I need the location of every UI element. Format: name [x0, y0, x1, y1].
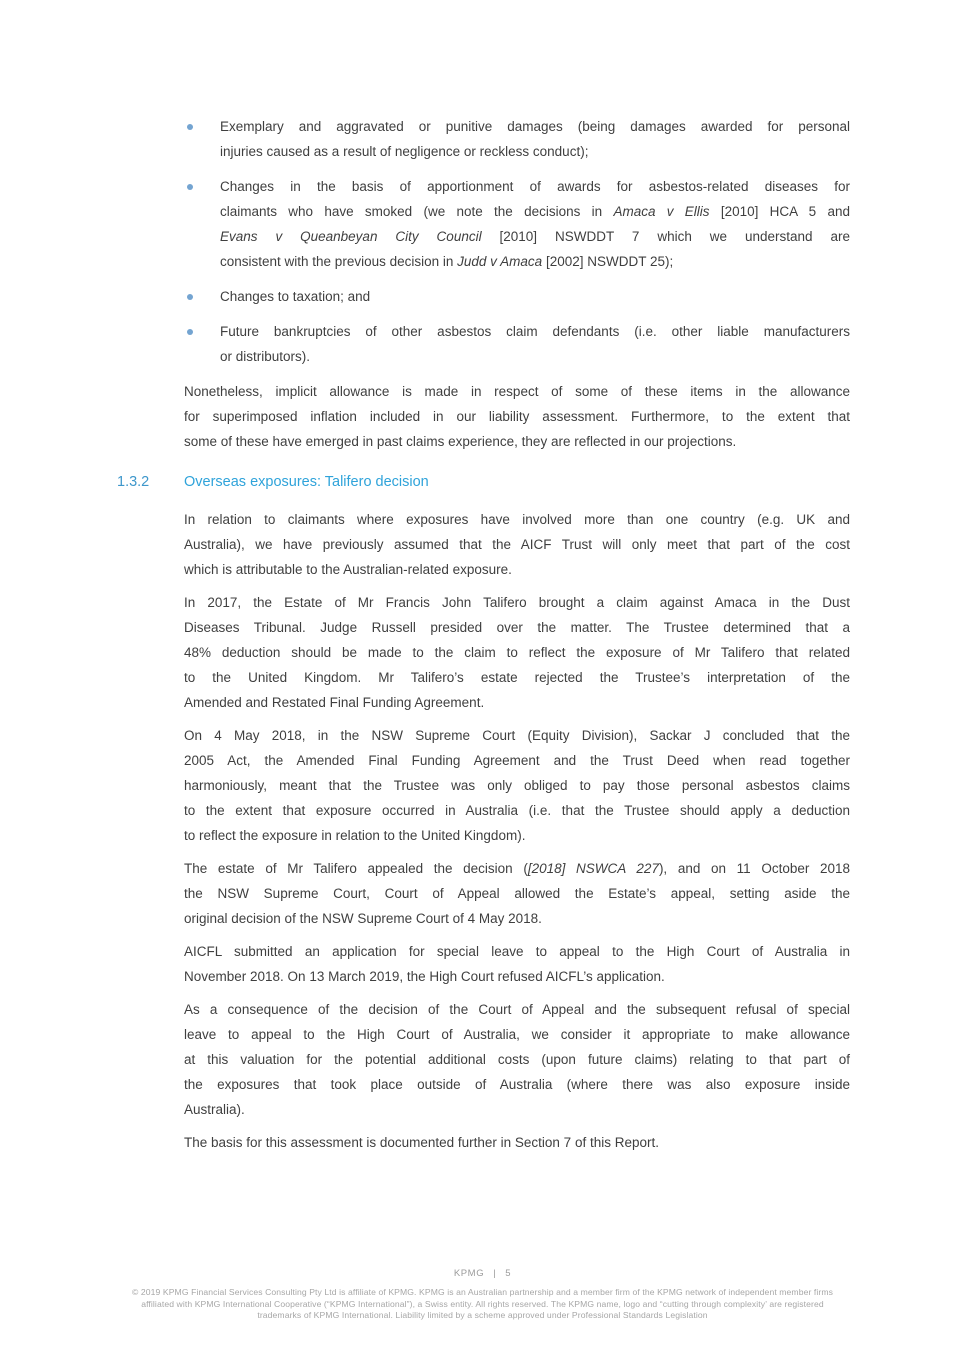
- text-run: the exposures that took place outside of Australia (where there was also exposure inside: [184, 1077, 850, 1092]
- bullet-dot-column: [184, 174, 220, 274]
- text-run: original decision of the NSW Supreme Court of 4 May 2018.: [184, 911, 542, 926]
- bullet-text: [220, 174, 850, 274]
- text-line: [220, 224, 850, 249]
- text-run: November 2018. On 13 March 2019, the High Court refused AICFL’s application.: [184, 969, 665, 984]
- text-line: [184, 939, 850, 964]
- section-title: Overseas exposures: Talifero decision: [184, 474, 429, 490]
- text-run: to reflect the exposure in relation to the United Kingdom).: [184, 828, 526, 843]
- text-run: As a consequence of the decision of the Court of Appeal and the subsequent refusal of special: [184, 1002, 850, 1017]
- text-run: consistent with the previous decision in: [220, 254, 458, 269]
- text-line: [184, 379, 850, 404]
- paragraph-talifero-claim-2017: [184, 590, 850, 715]
- italic-text-run: [2018] NSWCA 227: [527, 861, 659, 876]
- text-run: injuries caused as a result of negligence or reckless conduct);: [220, 144, 589, 159]
- text-line: [184, 798, 850, 823]
- text-run: Exemplary and aggravated or punitive damages (being damages awarded for personal: [220, 119, 850, 134]
- text-run: Amended and Restated Final Funding Agreement.: [184, 695, 485, 710]
- text-run: On 4 May 2018, in the NSW Supreme Court (Equity Division), Sackar J concluded that the: [184, 728, 850, 743]
- paragraph-allowance-consequence: [184, 997, 850, 1122]
- text-line: [184, 532, 850, 557]
- text-run: Diseases Tribunal. Judge Russell presided over the matter. The Trustee determined that a: [184, 620, 850, 635]
- text-run: The basis for this assessment is documented further in Section 7 of this Report.: [184, 1135, 659, 1150]
- footer-separator: |: [493, 1268, 497, 1279]
- text-line: [220, 174, 850, 199]
- bullet-item-future-bankruptcies: [184, 319, 850, 369]
- bullet-dot-column: [184, 114, 220, 164]
- legal-line: trademarks of KPMG International. Liability limited by a scheme approved under Professional Standards Legislation: [257, 1310, 708, 1320]
- page-footer: [0, 1268, 965, 1322]
- text-run: 48% deduction should be made to the claim to reflect the exposure of Mr Talifero that related: [184, 645, 850, 660]
- italic-text-run: Judd v Amaca: [457, 254, 543, 269]
- bullet-dot-column: [184, 284, 220, 309]
- text-run: [2002] NSWDDT 25);: [542, 254, 674, 269]
- text-line: [184, 881, 850, 906]
- legal-line: © 2019 KPMG Financial Services Consulting Pty Ltd is affiliate of KPMG. KPMG is an Australian partnership and a member firm of the KPMG network of independent member firms: [131, 1287, 834, 1297]
- text-run: Future bankruptcies of other asbestos claim defendants (i.e. other liable manufacturers: [220, 324, 850, 339]
- bullet-item-taxation-changes: [184, 284, 850, 309]
- bullet-list: [184, 114, 850, 369]
- bullet-item-exemplary-damages: [184, 114, 850, 164]
- text-line: [220, 319, 850, 344]
- text-line: [184, 1047, 850, 1072]
- bullet-item-apportionment-changes: [184, 174, 850, 274]
- text-line: [184, 1072, 850, 1097]
- text-line: [220, 199, 850, 224]
- text-run: [2010] HCA 5 and: [709, 204, 850, 219]
- bullet-icon: [187, 184, 193, 190]
- text-run: some of these have emerged in past claims experience, they are reflected in our projections.: [184, 434, 737, 449]
- text-line: [184, 856, 850, 881]
- text-line: [184, 665, 850, 690]
- text-run: or distributors).: [220, 349, 311, 364]
- text-run: the NSW Supreme Court, Court of Appeal allowed the Estate’s appeal, setting aside the: [184, 886, 850, 901]
- footer-page-number: 5: [505, 1268, 512, 1279]
- bullet-text: [220, 114, 850, 164]
- text-run: ), and on 11 October 2018: [658, 861, 851, 876]
- text-line: [220, 114, 850, 139]
- section-heading-1-3-2: [117, 472, 850, 493]
- text-line: [184, 906, 850, 931]
- text-run: claimants who have smoked (we note the decisions in: [220, 204, 614, 219]
- bullet-icon: [187, 294, 193, 300]
- footer-brand-pagenumber: [0, 1268, 965, 1279]
- text-line: [184, 590, 850, 615]
- text-line: [184, 640, 850, 665]
- footer-legal-text: [0, 1287, 965, 1322]
- text-line: [184, 1130, 850, 1155]
- text-run: AICFL submitted an application for special leave to appeal to the High Court of Australia in: [184, 944, 850, 959]
- text-line: [184, 429, 850, 454]
- bullet-text: [220, 284, 850, 309]
- paragraph-basis-section-7: [184, 1130, 850, 1155]
- footer-brand: KPMG: [453, 1268, 485, 1279]
- text-line: [184, 557, 850, 582]
- text-line: [220, 344, 850, 369]
- text-run: In relation to claimants where exposures have involved more than one country (e.g. UK and: [184, 512, 850, 527]
- paragraph-nonetheless: [184, 379, 850, 454]
- text-run: The estate of Mr Talifero appealed the decision (: [184, 861, 528, 876]
- text-line: [184, 964, 850, 989]
- text-run: at this valuation for the potential additional costs (upon future claims) relating to that part of: [184, 1052, 850, 1067]
- text-line: [184, 773, 850, 798]
- legal-line: affiliated with KPMG International Cooperative (“KPMG International”), a Swiss entity. All rights reserved. The KPMG name, logo and “cutting through complexity’ are registered: [141, 1298, 824, 1309]
- text-line: [220, 284, 850, 309]
- text-run: Changes to taxation; and: [220, 289, 371, 304]
- text-run: In 2017, the Estate of Mr Francis John Talifero brought a claim against Amaca in the Dust: [184, 595, 850, 610]
- section-number: 1.3.2: [117, 474, 150, 490]
- italic-text-run: Evans v Queanbeyan City Council: [220, 229, 482, 244]
- text-run: [2010] NSWDDT 7 which we understand are: [481, 229, 850, 244]
- paragraph-overseas-assumption: [184, 507, 850, 582]
- text-line: [184, 823, 850, 848]
- text-line: [220, 249, 850, 274]
- bullet-text: [220, 319, 850, 369]
- bullet-icon: [187, 124, 193, 130]
- text-run: Australia), we have previously assumed that the AICF Trust will only meet that part of the cost: [184, 537, 850, 552]
- text-run: which is attributable to the Australian-related exposure.: [184, 562, 512, 577]
- paragraph-aicfl-special-leave: [184, 939, 850, 989]
- text-run: 2005 Act, the Amended Final Funding Agreement and the Trust Deed when read together: [184, 753, 850, 768]
- text-line: [184, 748, 850, 773]
- text-line: [184, 1022, 850, 1047]
- text-run: Nonetheless, implicit allowance is made in respect of some of these items in the allowance: [184, 384, 850, 399]
- text-line: [184, 690, 850, 715]
- text-run: Australia).: [184, 1102, 245, 1117]
- paragraph-appeal-nswca: [184, 856, 850, 931]
- text-line: [184, 723, 850, 748]
- text-run: to the United Kingdom. Mr Talifero’s estate rejected the Trustee’s interpretation of the: [184, 670, 850, 685]
- text-run: to the extent that exposure occurred in Australia (i.e. that the Trustee should apply a deduction: [184, 803, 850, 818]
- text-run: harmoniously, meant that the Trustee was only obliged to pay those personal asbestos claims: [184, 778, 850, 793]
- text-line: [184, 404, 850, 429]
- text-run: leave to appeal to the High Court of Australia, we consider it appropriate to make allowance: [184, 1027, 850, 1042]
- paragraph-supreme-court-2018: [184, 723, 850, 848]
- text-line: [184, 997, 850, 1022]
- italic-text-run: Amaca v Ellis: [613, 204, 710, 219]
- bullet-icon: [187, 329, 193, 335]
- text-line: [184, 615, 850, 640]
- text-line: [184, 507, 850, 532]
- bullet-dot-column: [184, 319, 220, 369]
- text-run: Changes in the basis of apportionment of awards for asbestos-related diseases for: [220, 179, 850, 194]
- text-line: [184, 1097, 850, 1122]
- text-run: for superimposed inflation included in our liability assessment. Furthermore, to the extent that: [184, 409, 850, 424]
- text-line: [220, 139, 850, 164]
